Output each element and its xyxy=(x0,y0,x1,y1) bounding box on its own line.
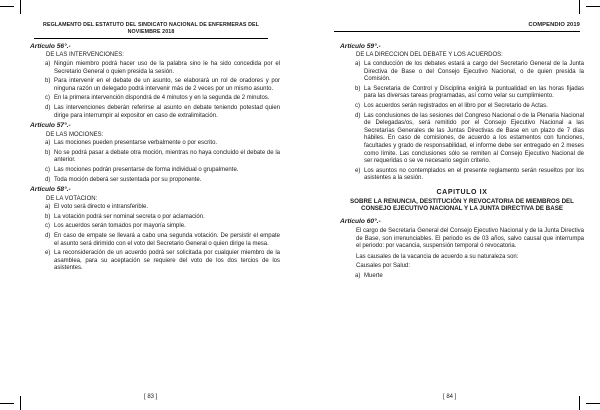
page-number: [ 83 ] xyxy=(144,394,158,400)
chapter-title: SOBRE LA RENUNCIA, DESTITUCIÓN Y REVOCATORIA DE MIEMBROS DEL CONSEJO EJECUTIVO NACIONAL Y LA JUNTA DIRECTIVA DE BASE xyxy=(350,197,574,213)
item-text: Toda moción deberá ser sustentada por su proponente. xyxy=(54,176,202,183)
item-letter: b) xyxy=(45,149,51,156)
crop-mark xyxy=(0,403,14,404)
header-text: COMPENDIO 2019 xyxy=(528,22,580,28)
item-text: Las conclusiones de las sesiones del Congreso Nacional o de la Plenaria Nacional de Delegadas/os, será remitido por el Consejo Ejecutivo Nacional a las Secretarías Generales de las Juntas Directivas de Base en un plazo de 7 días hábiles. En caso de comisiones, de acuerdo a los estamentos con funciones, facultades y grado de responsabilidad, el informe debe ser entregado en 2 meses como límite. Las conclusiones sólo se remiten al Consejo Ejecutivo Nacional de ser requeridas o se ve necesario según criterio. xyxy=(364,112,584,165)
list-item xyxy=(30,167,280,175)
item-text: Las intervenciones deberán referirse al asunto en debate teniendo potestad quien dirige para interrumpir al expositor en caso de extralimitación. xyxy=(54,104,280,119)
crop-mark xyxy=(0,6,14,7)
item-text: Las mociones podrán presentarse de forma individual o grupalmente. xyxy=(54,166,239,173)
item-letter: a) xyxy=(45,61,51,67)
right-page xyxy=(300,0,600,410)
list-item xyxy=(30,61,280,76)
article-59-section: DE LA DIRECCION DEL DEBATE Y LOS ACUERDOS: xyxy=(356,52,503,59)
item-letter: e) xyxy=(355,167,361,174)
item-letter: e) xyxy=(45,250,51,257)
article-56-section: DE LAS INTERVENCIONES: xyxy=(46,52,124,59)
right-page-content xyxy=(340,43,584,283)
item-text: Ningún miembro podrá hacer uso de la palabra sino le ha sido concedida por el Secretario General o quien presida la sesión. xyxy=(54,61,280,75)
item-letter: d) xyxy=(45,232,51,239)
list-item xyxy=(30,150,280,165)
list-item xyxy=(30,204,280,212)
item-letter: d) xyxy=(45,104,51,111)
crop-mark xyxy=(579,396,580,410)
list-item xyxy=(30,78,280,93)
list-item xyxy=(340,113,584,166)
item-letter: d) xyxy=(355,112,361,119)
article-60-paragraph: El cargo de Secretaria General del Consejo Ejecutivo Nacional y de la Junta Directiva de Base, son irrenunciables. El periodo es de 03 años, salvo causal que interrumpa el periodo: por vacancia, suspensión temporal ó revocatoria. xyxy=(356,228,584,250)
item-text: Muerte xyxy=(364,273,383,280)
header-line-2: NOVIEMBRE 2018 xyxy=(127,29,175,35)
article-58-title: Artículo 58°.- xyxy=(30,186,71,194)
list-item xyxy=(340,168,584,183)
article-57-section: DE LAS MOCIONES: xyxy=(46,131,104,138)
item-text: Los acuerdos serán tomados por mayoría simple. xyxy=(54,223,186,230)
item-text: La conducción de los debates estará a cargo del Secretario General de la Junta Directiva de Base o del Consejo Ejecutivo Nacional, o de quien presida la Comisión. xyxy=(364,61,584,83)
item-letter: b) xyxy=(45,78,51,85)
item-text: La Secretaria de Control y Disciplina exigirá la puntualidad en las horas fijadas para las diversas tareas programadas, así como velar su cumplimiento. xyxy=(364,85,584,100)
article-58-section: DE LA VOTACION: xyxy=(46,195,98,202)
item-text: Para intervenir en el debate de un asunto, se elaborará un rol de oradores y por ninguna razón un delegado podrá intervenir más de 2 veces por un mismo asunto. xyxy=(54,78,280,92)
item-letter: c) xyxy=(355,102,360,109)
item-letter: a) xyxy=(355,273,361,280)
item-text: Los asuntos no contemplados en el presente reglamento serán resueltos por los asistentes a la sesión. xyxy=(364,167,584,182)
item-letter: c) xyxy=(45,166,50,173)
item-letter: a) xyxy=(355,61,361,67)
item-letter: b) xyxy=(45,213,51,220)
running-header xyxy=(34,22,268,39)
crop-mark xyxy=(579,0,580,14)
crop-mark xyxy=(586,403,600,404)
item-text: El voto será directo e intransferible. xyxy=(54,204,149,211)
chapter-number: CAPITULO IX xyxy=(436,188,488,196)
left-page-content xyxy=(30,43,280,275)
article-60-paragraph: Las causales de la vacancia de acuerdo a su naturaleza son: xyxy=(356,253,519,260)
list-item xyxy=(30,105,280,120)
item-text: En caso de empate se llevará a cabo una segunda votación. De persistir el empate el asunto será dirimido con el voto del Secretario General o quien dirige la mesa. xyxy=(54,232,280,247)
list-item xyxy=(30,223,280,231)
list-item xyxy=(340,273,584,281)
list-item xyxy=(30,177,280,185)
header-line-1: REGLAMENTO DEL ESTATUTO DEL SINDICATO NACIONAL DE ENFERMERAS DEL xyxy=(43,22,259,28)
list-item xyxy=(30,95,280,103)
item-letter: d) xyxy=(45,176,51,183)
list-item xyxy=(30,140,280,148)
article-60-paragraph: Causales por Salud: xyxy=(356,263,411,270)
item-text: Los acuerdos serán registrados en el libro por el Secretario de Actas. xyxy=(364,102,548,109)
article-59-title: Artículo 59°.- xyxy=(340,43,381,50)
item-letter: a) xyxy=(45,140,51,147)
article-57-title: Artículo 57°.- xyxy=(30,122,71,130)
list-item xyxy=(340,61,584,84)
item-letter: b) xyxy=(355,85,361,92)
article-56-title: Artículo 56°.- xyxy=(30,43,71,50)
item-text: La votación podrá ser nominal secreta o por aclamación. xyxy=(54,213,205,220)
article-60-title: Artículo 60°.- xyxy=(340,217,381,225)
item-text: No se podrá pasar a debate otra moción, mientras no haya concluido el debate de la anterior. xyxy=(54,149,280,164)
item-text: En la primera intervención dispondrá de 4 minutos y en la segunda de 2 minutos. xyxy=(54,95,270,102)
crop-mark xyxy=(586,6,600,7)
item-text: La reconsideración de un acuerdo podrá ser solicitada por cualquier miembro de la asamblea, para su aceptación se requiere del voto de los dos tercios de los asistentes. xyxy=(54,250,280,272)
item-letter: a) xyxy=(45,204,51,211)
list-item xyxy=(30,214,280,222)
list-item xyxy=(30,233,280,248)
item-letter: c) xyxy=(45,223,50,230)
crop-mark xyxy=(20,396,21,410)
crop-mark xyxy=(20,0,21,14)
list-item xyxy=(30,250,280,273)
item-letter: c) xyxy=(45,95,50,102)
item-text: Las mociones pueden presentarse verbalmente o por escrito. xyxy=(54,140,218,147)
list-item xyxy=(340,86,584,101)
list-item xyxy=(340,103,584,111)
page-number: [ 84 ] xyxy=(443,394,457,400)
running-header xyxy=(334,22,580,32)
